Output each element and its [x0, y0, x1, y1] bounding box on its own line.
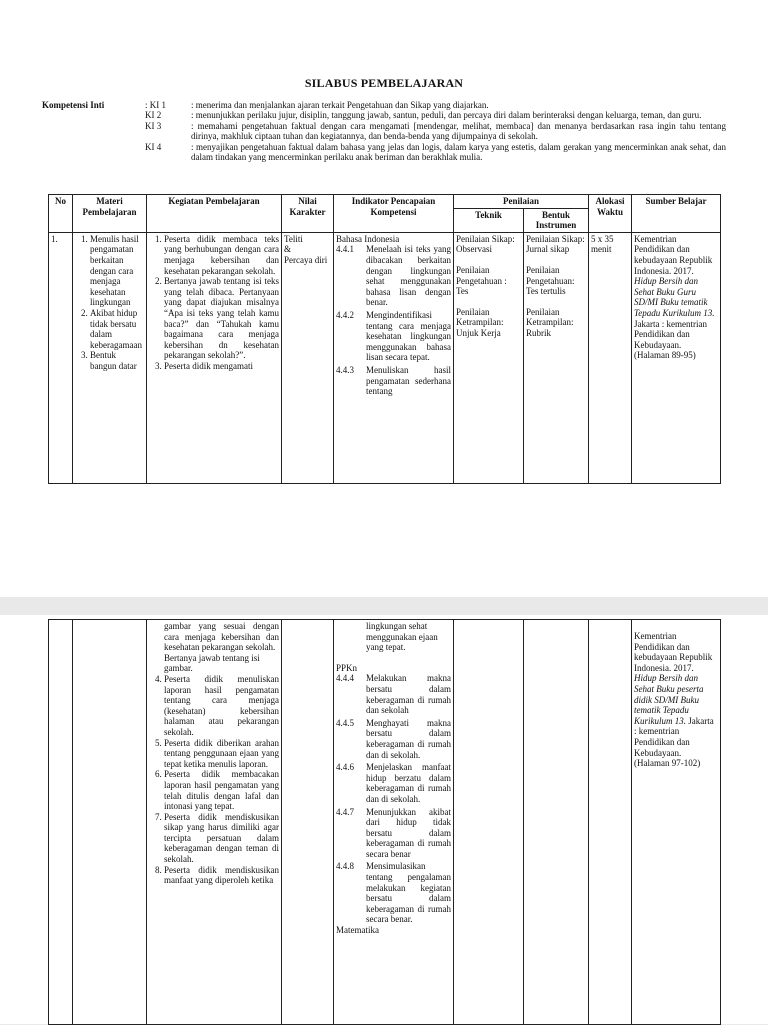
syllabus-table-part-2	[48, 619, 721, 1025]
alokasi-cell	[589, 620, 632, 1025]
nilai-text: Percaya diri	[284, 254, 328, 265]
list-item: 3. Bentuk bangun datar	[90, 350, 144, 371]
list-item: 7. Peserta didik mendiskusikan sikap yang harus dimiliki agar tercipta persatuan dalam keberagaman dengan teman di sekolah.	[164, 812, 279, 865]
subject-label: Bahasa Indonesia	[336, 233, 400, 244]
indicator-number: 4.4.2	[336, 309, 354, 320]
list-item: 1. Menulis hasil pengamatan berkaitan dengan cara menjaga kesehatan lingkungan	[90, 234, 144, 308]
list-item: 4. Peserta didik menuliskan laporan hasil pengamatan tentang cara menjaga (kesehatan) kebersihan halaman atau pekarangan sekolah.	[164, 674, 279, 738]
list-item: 1. Peserta didik membaca teks yang berhubungan dengan cara menjaga kebersihan dan kesehatan pekarangan sekolah.	[164, 234, 279, 276]
header-alokasi: Alokasi Waktu	[589, 195, 632, 233]
table-row	[49, 620, 721, 1025]
list-item: 5. Peserta didik diberikan arahan tentang penggunaan ejaan yang tepat ketika menulis laporan.	[164, 738, 279, 770]
indicator-number: 4.4.5	[336, 717, 354, 728]
indicator-item	[336, 310, 451, 363]
indicator-item	[336, 861, 451, 925]
sumber-text: Jakarta : kementrian Pendidikan dan Kebudayaan. (Halaman 97-102)	[634, 715, 714, 769]
ki-text: : menerima dan menjalankan ajaran terkait Pengetahuan dan Sikap yang diajarkan.	[191, 100, 489, 110]
ki-item	[145, 100, 726, 110]
kegiatan-list	[149, 674, 279, 886]
indicator-number: 4.4.8	[336, 861, 354, 872]
indicator-item	[336, 718, 451, 760]
header-materi: Materi Pembelajaran	[73, 195, 147, 233]
nilai-cell	[282, 232, 334, 483]
kegiatan-list	[149, 234, 279, 372]
ki-item	[145, 110, 726, 120]
ki-text: : menyajikan pengetahuan faktual dalam bahasa yang jelas dan logis, dalam karya yang estetis, dalam gerakan yang mencerminkan anak sehat, dan dalam tindakan yang mencerminkan perilaku anak beriman dan berakhlak mulia.	[191, 141, 726, 163]
indicator-text: Menuliskan hasil pengamatan sederhana tentang	[366, 364, 451, 397]
ki-item	[145, 121, 726, 142]
indicator-item	[336, 673, 451, 715]
document-title: SILABUS PEMBELAJARAN	[304, 76, 464, 90]
sumber-text: Jakarta : kementrian Pendidikan dan Kebudayaan. (Halaman 89-95)	[634, 318, 707, 361]
indicator-item	[336, 762, 451, 804]
nilai-text: Teliti	[284, 233, 303, 244]
teknik-cell	[454, 620, 524, 1025]
ki-code: : KI 1	[145, 100, 166, 110]
ki-item	[145, 142, 726, 163]
header-bentuk: Bentuk Instrumen	[524, 208, 589, 232]
indicator-text: Melakukan makna bersatu dalam keberagaman di rumah dan sekolah	[366, 673, 451, 716]
list-item: 6. Peserta didik membacakan laporan hasil pengamatan yang telah ditulis dengan lafal dan intonasi yang tepat.	[164, 769, 279, 811]
bentuk-text: Penilaian Sikap: Jurnal sikap	[526, 233, 585, 255]
header-nilai: Nilai Karakter	[282, 195, 334, 233]
sumber-cell	[632, 620, 721, 1025]
indicator-number: 4.4.3	[336, 364, 354, 375]
indicator-item	[336, 365, 451, 397]
indicator-number: 4.4.4	[336, 673, 354, 684]
sumber-book-title: Hidup Bersih dan Sehat Buku Guru SD/MI Buku tematik Tepadu Kurikulum 13.	[634, 276, 715, 318]
ki-code: KI 2	[145, 110, 162, 121]
kegiatan-continued: gambar yang sesuai dengan cara menjaga kebersihan dan kesehatan pekarangan sekolah.	[164, 621, 279, 653]
materi-cell	[73, 232, 147, 483]
alokasi-cell: 5 x 35 menit	[589, 232, 632, 483]
list-item: 2. Akibat hidup tidak bersatu dalam keberagamaan	[90, 308, 144, 350]
sumber-text: Kementrian Pendidikan dan kebudayaan Republik Indonesia. 2017.	[634, 233, 713, 276]
bentuk-text: Penilaian Pengetahuan: Tes tertulis	[526, 264, 575, 297]
kegiatan-cell	[147, 232, 282, 483]
teknik-text: Penilaian Ketrampilan: Unjuk Kerja	[456, 306, 504, 338]
teknik-text: Penilaian Sikap: Observasi	[456, 233, 515, 255]
subject-label: Matematika	[336, 925, 379, 936]
nilai-cell	[282, 620, 334, 1025]
indikator-cell	[334, 620, 454, 1025]
header-row	[49, 195, 721, 209]
indicator-text: Menelaah isi teks yang dibacakan berkaitan dengan lingkungan sehat menggunakan bahasa lisan dengan benar.	[366, 244, 451, 308]
header-teknik: Teknik	[454, 208, 524, 232]
table-row	[49, 232, 721, 483]
indicator-text: Mengindentifikasi tentang cara menjaga kesehatan lingkungan menggunakan bahasa lisan secara tepat.	[366, 309, 451, 363]
header-sumber: Sumber Belajar	[632, 195, 721, 233]
bentuk-cell	[524, 620, 589, 1025]
row-number: 1.	[49, 232, 73, 483]
sumber-text: Kementrian Pendidikan dan kebudayaan Republik Indonesia. 2017.	[634, 631, 713, 673]
kegiatan-cell	[147, 620, 282, 1025]
indicator-text: Menghayati makna bersatu dalam keberagaman di rumah dan di sekolah.	[366, 717, 451, 760]
header-no: No	[49, 195, 73, 233]
indicator-text: Menjelaskan manfaat hidup berzatu dalam keberagaman di rumah dan di sekolah.	[366, 762, 451, 804]
row-number	[49, 620, 73, 1025]
ki-text: : menunjukkan perilaku jujur, disiplin, tanggung jawab, santun, peduli, dan percaya diri dalam berinteraksi dengan keluarga, teman, dan guru.	[191, 110, 702, 121]
bentuk-cell	[524, 232, 589, 483]
ki-label: Kompetensi Inti	[42, 100, 105, 110]
teknik-text: Penilaian Pengetahuan : Tes	[456, 264, 507, 297]
bentuk-text: Penilaian Ketrampilan: Rubrik	[526, 306, 574, 338]
indicator-text: Mensimulasikan tentang pengalaman melakukan kegiatan bersatu dalam keberagaman di rumah secara benar.	[366, 861, 451, 925]
indicator-continued: lingkungan sehat menggunakan ejaan yang tepat.	[366, 621, 438, 653]
teknik-cell	[454, 232, 524, 483]
ki-code: KI 3	[145, 120, 162, 131]
list-item: 3. Peserta didik mengamati	[164, 361, 279, 372]
header-kegiatan: Kegiatan Pembelajaran	[147, 195, 282, 233]
materi-cell	[73, 620, 147, 1025]
ki-text: : memahami pengetahuan faktual dengan cara mengamati [mendengar, melihat, membaca] dan menanya berdasarkan rasa ingin tahu tentang dirinya, makhluk ciptaan tuhan dan kegiatannya, dan benda-benda yang dijumpainya di sekolah.	[191, 120, 726, 142]
sumber-book-title: Hidup Bersih dan Sehat Buku peserta didik SD/MI Buku tematik Tepadu Kurikulum 13.	[634, 673, 704, 726]
sumber-cell	[632, 232, 721, 483]
ki-code: KI 4	[145, 141, 162, 152]
syllabus-table-part-1	[48, 194, 721, 484]
kegiatan-continued: Bertanya jawab tentang isi gambar.	[164, 652, 260, 674]
indicator-number: 4.4.1	[336, 244, 354, 255]
indicator-item	[336, 244, 451, 308]
header-penilaian: Penilaian	[454, 195, 589, 209]
subject-label: PPKn	[336, 662, 358, 673]
indicator-item	[336, 807, 451, 860]
kompetensi-inti-section	[42, 100, 726, 162]
indicator-number: 4.4.7	[336, 806, 354, 817]
materi-list	[75, 234, 144, 372]
indicator-number: 4.4.6	[336, 762, 354, 773]
indikator-cell	[334, 232, 454, 483]
nilai-text: &	[284, 244, 292, 255]
indicator-text: Menunjukkan akibat dari hidup tidak bersatu dalam keberagaman di rumah secara benar	[366, 806, 451, 859]
list-item: 2. Bertanya jawab tentang isi teks yang telah dibaca. Pertanyaan yang dapat diajukan misalnya “Apa isi teks yang telah kamu baca?” dan “Tahukah kamu bagaimana cara menjaga kebersihan dn kesehatan pekarangan sekolah?”.	[164, 276, 279, 361]
list-item: 8. Peserta didik mendiskusikan manfaat yang diperoleh ketika	[164, 865, 279, 886]
header-indikator: Indikator Pencapaian Kompetensi	[334, 195, 454, 233]
